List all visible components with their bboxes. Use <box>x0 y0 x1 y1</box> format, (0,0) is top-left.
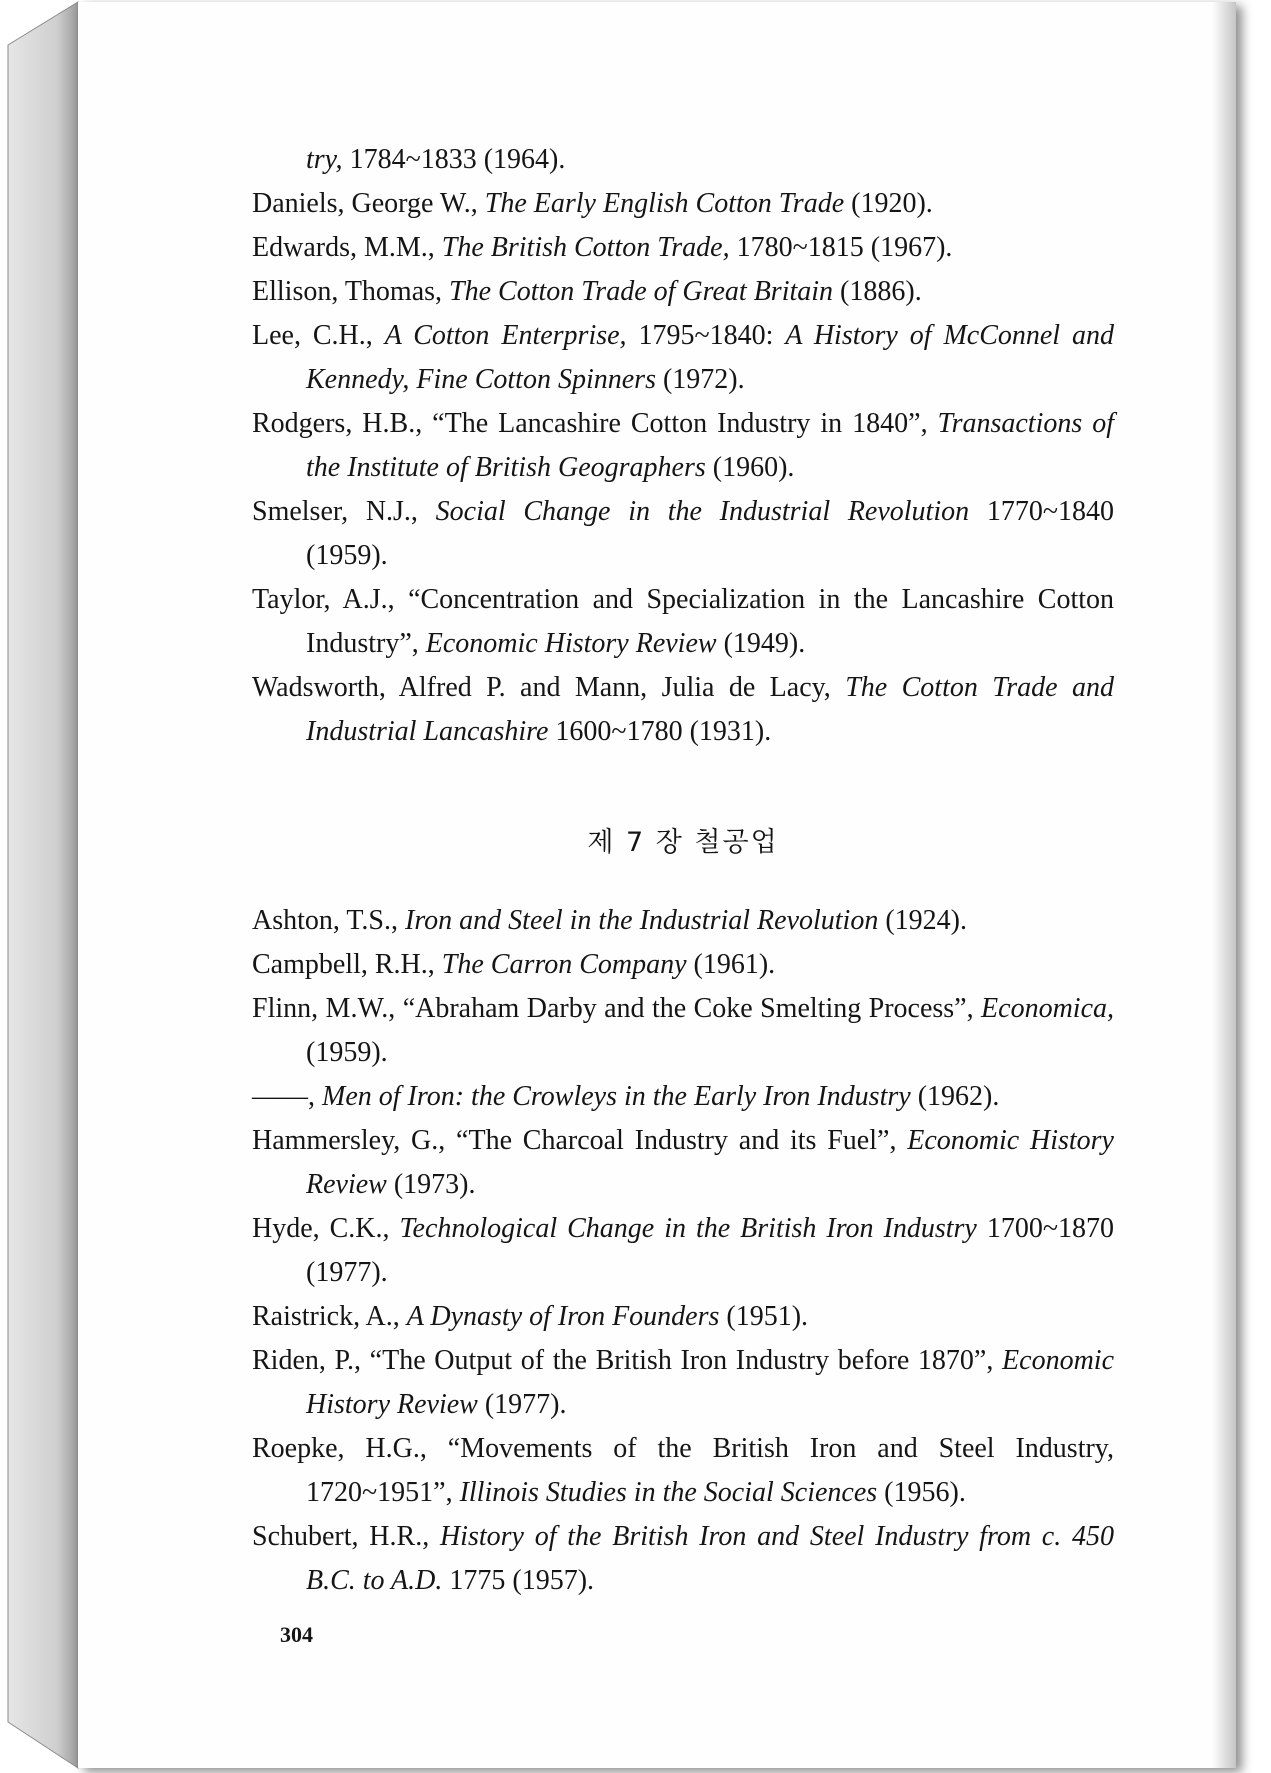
entry-details: 1784~1833 (1964). <box>342 144 566 175</box>
bibliography-entry <box>252 1075 1114 1119</box>
entry-details: (1959). <box>306 1037 388 1068</box>
entry-author: Ashton, T.S., <box>252 905 405 936</box>
entry-title: The Cotton Trade of Great Britain <box>449 276 834 307</box>
entry-details: (1951). <box>719 1301 809 1332</box>
entry-author: Raistrick, A., <box>252 1301 407 1332</box>
entry-details: (1920). <box>844 188 933 219</box>
entry-author: Schubert, H.R., <box>252 1521 440 1552</box>
entry-author: Riden, P., “The Output of the British Iron Industry before 1870”, <box>252 1345 1003 1376</box>
entry-title: The Cotton Trade and Industrial Lancashire <box>306 672 1114 747</box>
entry-author: Rodgers, H.B., “The Lancashire Cotton Industry in 1840”, <box>252 408 938 439</box>
entry-details: 1795~1840: <box>626 320 786 351</box>
book-spine <box>0 0 90 1773</box>
entry-author: ——, <box>252 1081 322 1112</box>
bibliography-entry <box>252 402 1114 490</box>
entry-author: Smelser, N.J., <box>252 496 436 527</box>
bibliography-entry <box>252 1295 1114 1339</box>
entry-details: 1780~1815 (1967). <box>729 232 953 263</box>
bibliography-entry <box>252 270 1114 314</box>
bibliography-entry <box>252 987 1114 1075</box>
entry-details: 1600~1780 (1931). <box>548 716 772 747</box>
bibliography-list-iron <box>252 899 1114 1603</box>
entry-title: The Early English Cotton Trade <box>484 188 845 219</box>
entry-title: Economic History Review <box>425 628 717 659</box>
entry-title: Social Change in the Industrial Revolution <box>435 496 970 527</box>
page-edge-shadow <box>1212 2 1236 1768</box>
entry-author: Campbell, R.H., <box>252 949 442 980</box>
entry-title: The British Cotton Trade, <box>441 232 730 263</box>
entry-title: Transactions of the Institute of British Geographers <box>306 408 1115 483</box>
entry-details: (1961). <box>686 949 776 980</box>
entry-details: 1700~1870 (1977). <box>306 1213 1115 1288</box>
entry-title: The Carron Company <box>441 949 687 980</box>
entry-author: Lee, C.H., <box>252 320 385 351</box>
bibliography-entry <box>252 490 1114 578</box>
entry-author: Hyde, C.K., <box>252 1213 400 1244</box>
entry-title: Iron and Steel in the Industrial Revolution <box>405 905 879 936</box>
entry-title: Men of Iron: the Crowleys in the Early Iron Industry <box>322 1081 911 1112</box>
entry-author: Daniels, George W., <box>252 188 485 219</box>
entry-title: Illinois Studies in the Social Sciences <box>459 1477 878 1508</box>
entry-title: History of the British Iron and Steel Industry from c. 450 B.C. to A.D. <box>306 1521 1114 1596</box>
entry-author: Wadsworth, Alfred P. and Mann, Julia de Lacy, <box>252 672 846 703</box>
bibliography <box>252 138 1114 1603</box>
bibliography-entry <box>252 138 1114 182</box>
chapter-heading: 제 7 장 철공업 <box>587 827 779 858</box>
entry-details: (1973). <box>386 1169 476 1200</box>
entry-details: (1924). <box>878 905 967 936</box>
entry-title: A History of McConnel and Kennedy, Fine Cotton Spinners <box>306 320 1114 395</box>
bibliography-list-cotton <box>252 138 1114 754</box>
entry-details: (1949). <box>716 628 806 659</box>
bibliography-entry <box>252 182 1114 226</box>
bibliography-entry <box>252 1339 1114 1427</box>
entry-author: Ellison, Thomas, <box>252 276 450 307</box>
entry-title: A Cotton Enterprise, <box>384 320 627 351</box>
bibliography-entry <box>252 899 1114 943</box>
entry-title: Economic History Review <box>306 1125 1114 1200</box>
entry-details: (1977). <box>477 1389 567 1420</box>
bibliography-entry <box>252 1207 1114 1295</box>
entry-title: Technological Change in the British Iron Industry <box>399 1213 977 1244</box>
bibliography-entry <box>252 943 1114 987</box>
entry-details: 1775 (1957). <box>442 1565 595 1596</box>
bibliography-entry <box>252 314 1114 402</box>
entry-title: try, <box>306 144 343 175</box>
entry-title: A Dynasty of Iron Founders <box>406 1301 720 1332</box>
entry-details: 1770~1840 (1959). <box>306 496 1114 571</box>
page-number: 304 <box>280 1622 313 1647</box>
bibliography-entry <box>252 578 1114 666</box>
bibliography-entry <box>252 1119 1114 1207</box>
entry-author: Roepke, H.G., “Movements of the British Iron and Steel Industry, 1720~1951”, <box>252 1433 1114 1508</box>
entry-details: (1960). <box>705 452 795 483</box>
entry-author: Flinn, M.W., “Abraham Darby and the Coke Smelting Process”, <box>252 993 982 1024</box>
bibliography-entry <box>252 226 1114 270</box>
entry-title: Economic History Review <box>306 1345 1114 1420</box>
bibliography-entry <box>252 1427 1114 1515</box>
bibliography-entry <box>252 1515 1114 1603</box>
entry-details: (1972). <box>655 364 745 395</box>
bibliography-entry <box>252 666 1114 754</box>
entry-title: Economica, <box>981 993 1114 1024</box>
entry-details: (1962). <box>910 1081 1000 1112</box>
entry-details: (1886). <box>833 276 922 307</box>
entry-details: (1956). <box>877 1477 966 1508</box>
entry-author: Edwards, M.M., <box>252 232 442 263</box>
entry-author: Taylor, A.J., “Concentration and Specialization in the Lancashire Cotton Industry”, <box>252 584 1114 659</box>
entry-author: Hammersley, G., “The Charcoal Industry and its Fuel”, <box>252 1125 908 1156</box>
